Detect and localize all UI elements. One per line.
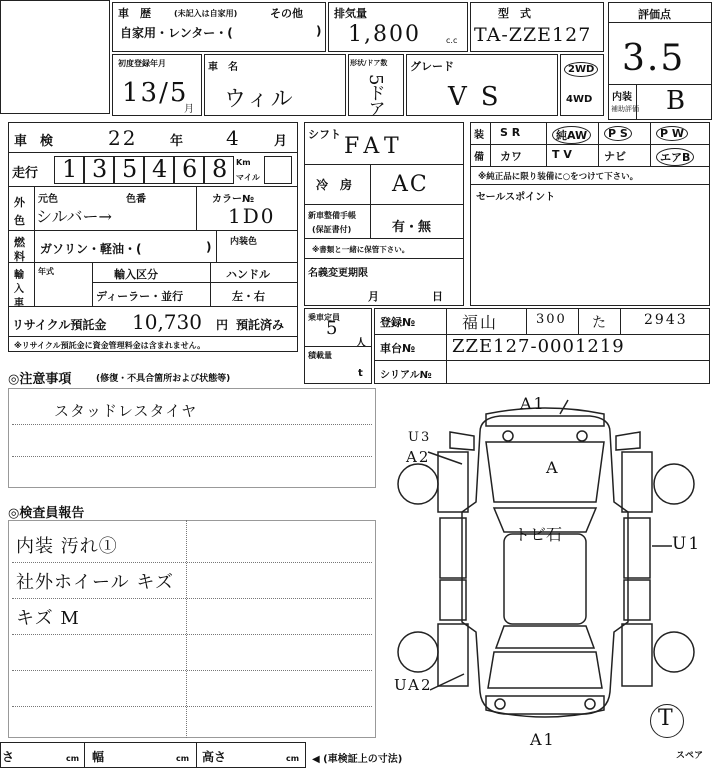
fuel-close: ) <box>206 240 212 254</box>
spare-letter: T <box>658 706 675 731</box>
length-unit: cm <box>66 754 80 763</box>
dimensions-row <box>0 742 306 768</box>
equipment-item: P W <box>656 126 688 141</box>
model-label: 型 式 <box>498 7 531 20</box>
drive-4wd: 4WD <box>566 94 593 105</box>
shaken-year-unit: 年 <box>170 134 184 149</box>
load-unit: t <box>358 368 363 379</box>
history-close: ) <box>316 24 322 38</box>
shift-label: シフト <box>308 128 341 141</box>
equipment-item: P S <box>604 126 632 141</box>
recycle-value: 10,730 <box>132 310 202 334</box>
grade-score-label: 評価点 <box>638 8 671 21</box>
mileage-digit-cell <box>54 156 84 184</box>
shaken-month-unit: 月 <box>274 134 288 149</box>
serial-label: シリアル№ <box>380 370 432 381</box>
mileage-digit: 3 <box>92 155 110 183</box>
grade-score-value: 3.5 <box>622 38 686 79</box>
manual-sub: (保証書付) <box>312 225 352 234</box>
trunk <box>488 652 602 688</box>
history-value: 自家用・レンター・( <box>120 26 233 40</box>
doors-label: 形状/ドア数 <box>350 59 388 67</box>
history-other: その他 <box>270 7 303 20</box>
left-rear-fender <box>438 624 468 686</box>
diagram-mark-left-u3: U3 <box>408 430 432 445</box>
inspector-line-3: キズ M <box>16 608 80 629</box>
load-label: 積載量 <box>308 351 332 360</box>
mileage-digit: 4 <box>152 155 170 183</box>
left-mirror <box>450 432 474 450</box>
right-front-fender <box>622 452 652 512</box>
mileage-unit: Km <box>236 158 251 167</box>
equipment-item: T V <box>552 148 572 161</box>
wheel-front-left <box>398 464 438 504</box>
handle-label: ハンドル <box>226 268 270 281</box>
taillamp-left <box>495 699 505 709</box>
import-label-a: 輸 <box>14 270 24 281</box>
car-name-label: 車 名 <box>208 62 238 73</box>
shift-value: FAT <box>344 134 405 159</box>
ac-label: 冷 房 <box>316 178 353 192</box>
drive-2wd: 2WD <box>564 62 598 77</box>
displacement-value: 1,800 <box>348 22 421 47</box>
capacity-unit: 人 <box>356 338 366 349</box>
width-unit: cm <box>176 754 190 763</box>
color-no-value: 1D0 <box>228 204 276 228</box>
history-note: (未記入は自家用) <box>174 9 238 18</box>
diagram-mark-hood: A <box>546 458 560 477</box>
name-change-day: 日 <box>432 290 443 303</box>
equipment-item: ナビ <box>604 150 626 163</box>
wheel-rear-left <box>398 632 438 672</box>
equipment-item: エアB <box>656 148 694 166</box>
color-original: 元色 <box>38 194 58 205</box>
right-rear-fender <box>622 624 652 686</box>
diagram-mark-rear-bottom: A1 <box>530 730 556 749</box>
capacity-value: 5 <box>326 318 340 339</box>
recycle-status: 預託済み <box>236 318 285 332</box>
grade-value: VS <box>448 82 513 112</box>
right-mirror <box>616 432 640 450</box>
diagram-mark-roof: トビ石 <box>514 525 563 544</box>
color-label-b: 色 <box>14 214 25 227</box>
mileage-unit-mile: マイル <box>236 173 260 182</box>
diagram-mark-right: U1 <box>672 534 702 554</box>
equipment-label-b: 備 <box>474 152 484 163</box>
hood <box>486 442 604 502</box>
equipment-item: S R <box>500 126 521 139</box>
first-reg-unit: 月 <box>184 104 194 115</box>
inspector-line-2: 社外ホイール キズ <box>16 572 175 593</box>
displacement-unit: c.c <box>446 36 458 45</box>
spare-label: スペア <box>676 751 704 761</box>
length-label: さ <box>2 750 15 764</box>
year-type: 年式 <box>38 267 54 276</box>
import-class-value: ディーラー・並行 <box>96 290 184 303</box>
mileage-digit-cell <box>84 156 114 184</box>
plate-class: 300 <box>536 312 567 327</box>
manual-note: ※書類と一緒に保管下さい。 <box>312 245 410 254</box>
interior-sub: 補助評価 <box>611 105 639 113</box>
notes-title-sub: (修復・不具合箇所および状態等) <box>96 374 231 384</box>
height-label: 高さ <box>202 750 227 764</box>
equipment-note: ※純正品に限り装備に○をつけて下さい。 <box>478 172 639 182</box>
inspector-line-1: 内装 汚れ① <box>16 536 118 557</box>
wheel-front-right <box>654 464 694 504</box>
mileage-label: 走行 <box>12 166 39 181</box>
color-value: シルバー→ <box>36 207 112 226</box>
name-change-label: 名義変更期限 <box>308 268 368 279</box>
car-name-value: ウィル <box>224 87 295 112</box>
manual-value: 有・無 <box>392 220 432 235</box>
import-label-b: 入 <box>14 284 24 295</box>
car-diagram <box>390 392 720 742</box>
height-unit: cm <box>286 754 300 763</box>
first-reg-label: 初度登録年月 <box>118 59 166 68</box>
color-number: 色番 <box>126 194 146 205</box>
history-label: 車 歴 <box>118 7 151 20</box>
manual-label: 新車整備手帳 <box>308 211 356 220</box>
car-body-outline <box>462 416 628 714</box>
fuel-label-b: 料 <box>14 250 25 263</box>
sales-point-label: セールスポイント <box>476 192 556 203</box>
mileage-digit: 1 <box>62 155 80 183</box>
headlamp-right <box>577 431 587 441</box>
rear-window <box>496 626 594 648</box>
mileage-digit-cell <box>204 156 234 184</box>
mileage-digit-cell <box>144 156 174 184</box>
mileage-digit: 8 <box>212 155 230 183</box>
displacement-label: 排気量 <box>334 7 367 20</box>
taillamp-right <box>585 699 595 709</box>
notes-line-1: スタッドレスタイヤ <box>54 402 198 420</box>
width-label: 幅 <box>92 750 105 764</box>
headlamp-left <box>503 431 513 441</box>
trim-label: 内装色 <box>230 237 258 247</box>
plate-kana: た <box>592 315 608 331</box>
recycle-unit: 円 <box>216 318 229 332</box>
plate-region: 福山 <box>462 313 499 332</box>
diagram-mark-rear-left: UA2 <box>394 676 433 694</box>
mileage-digit: 5 <box>122 155 140 183</box>
ac-value: AC <box>392 172 429 197</box>
equipment-item: 純AW <box>552 126 591 144</box>
recycle-note: ※リサイクル預託金に資金管理料金は含まれません。 <box>14 341 206 350</box>
inspector-title: ◎検査員報告 <box>8 506 85 521</box>
plate-label: 登録№ <box>380 316 416 329</box>
fuel-label-a: 燃 <box>14 236 25 249</box>
mileage-digit: 6 <box>182 155 200 183</box>
plate-number: 2943 <box>644 312 688 328</box>
import-label-c: 車 <box>14 298 24 309</box>
handle-value: 左・右 <box>232 290 265 303</box>
diagram-mark-left-a2: A2 <box>406 448 431 466</box>
equipment-label-a: 装 <box>474 130 484 141</box>
doors-value: 5ドア <box>365 74 386 116</box>
mileage-digit-cell <box>114 156 144 184</box>
mileage-digit-cell <box>174 156 204 184</box>
import-class-label: 輸入区分 <box>114 268 158 281</box>
equipment-item: カワ <box>500 150 522 163</box>
name-change-month: 月 <box>368 290 379 303</box>
first-reg-value: 13/5 <box>122 78 189 108</box>
shaken-month: 4 <box>226 126 241 150</box>
fuel-value: ガソリン・軽油・( <box>40 242 142 256</box>
color-no-label: カラー№ <box>212 194 255 205</box>
wheel-rear-right <box>654 632 694 672</box>
diagram-mark-front-top: A1 <box>520 394 546 413</box>
shaken-label: 車 検 <box>14 134 54 149</box>
notes-title: ◎注意事項 <box>8 372 72 387</box>
interior-label: 内装 <box>612 92 632 103</box>
shaken-year: 22 <box>108 126 138 150</box>
roof <box>504 534 586 624</box>
interior-score: B <box>666 86 688 116</box>
model-value: TA-ZZE127 <box>474 24 592 46</box>
logo-box <box>0 0 110 114</box>
dimensions-note: ◀ (車検証上の寸法) <box>312 754 403 765</box>
recycle-label: リサイクル預託金 <box>12 318 107 332</box>
grade-label: グレード <box>410 60 454 73</box>
capacity-label: 乗車定員 <box>308 313 340 322</box>
chassis-value: ZZE127-0001219 <box>452 336 625 357</box>
chassis-label: 車台№ <box>380 342 416 355</box>
color-label-a: 外 <box>14 196 25 209</box>
